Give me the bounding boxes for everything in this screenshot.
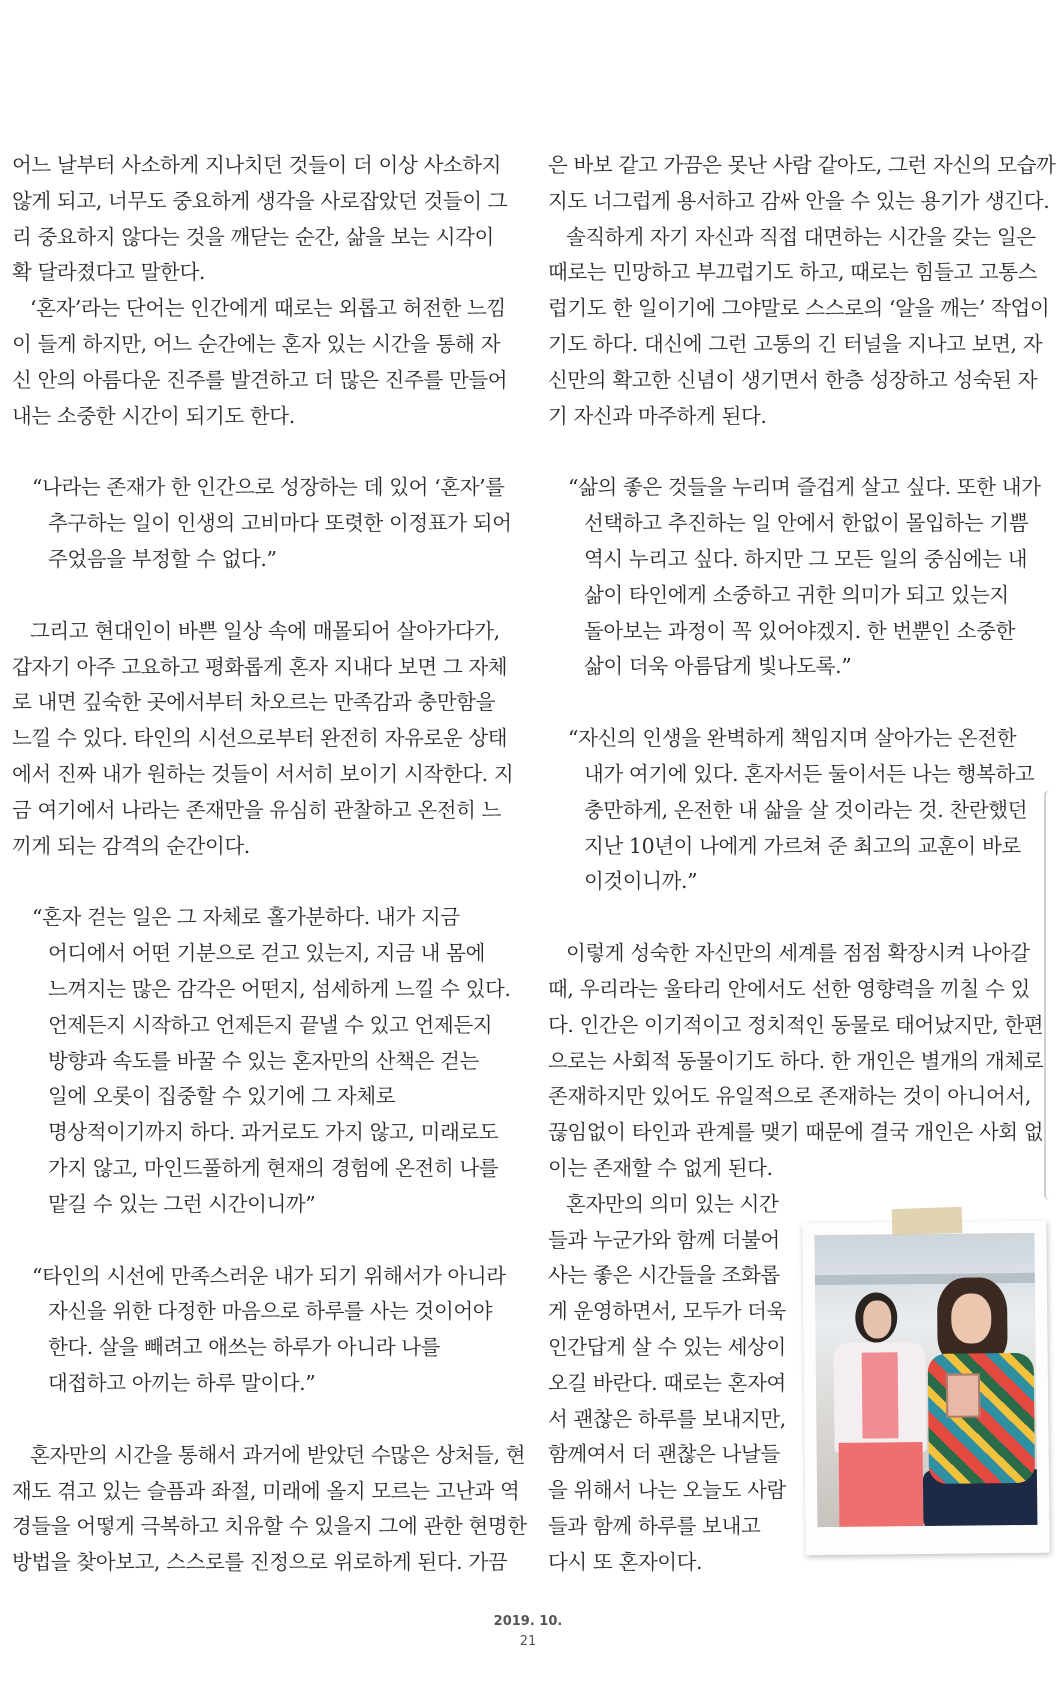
text-line: “삶의 좋은 것들을 누리며 즐겁게 살고 싶다. 또한 내가 bbox=[568, 475, 1041, 500]
paragraph bbox=[548, 220, 1050, 435]
text-line: 내가 여기에 있다. 혼자서든 둘이서든 나는 행복하고 bbox=[584, 761, 1035, 786]
text-line: “나라는 존재가 한 인간으로 성장하는 데 있어 ‘혼자’를 bbox=[32, 475, 505, 500]
text-line: “타인의 시선에 만족스러운 내가 되기 위해서가 아니라 bbox=[32, 1263, 506, 1288]
text-line: 재도 겪고 있는 슬픔과 좌절, 미래에 올지 모르는 고난과 역 bbox=[12, 1478, 520, 1503]
text-line: 신만의 확고한 신념이 생기면서 한층 성장하고 성숙된 자 bbox=[548, 367, 1038, 392]
text-line: 이는 존재할 수 없게 된다. bbox=[548, 1155, 773, 1180]
text-line: 어느 날부터 사소하게 지나치던 것들이 더 이상 사소하지 bbox=[12, 153, 502, 177]
text-line: 혼자만의 시간을 통해서 과거에 받았던 수많은 상처들, 현 bbox=[30, 1442, 526, 1467]
text-line: 지난 10년이 나에게 가르쳐 준 최고의 교훈이 바로 bbox=[584, 833, 1021, 858]
page-number: 21 bbox=[519, 1634, 537, 1649]
text-line: 로 내면 깊숙한 곳에서부터 차오르는 만족감과 충만함을 bbox=[12, 690, 495, 715]
paragraph bbox=[548, 936, 1044, 1187]
text-line: 어디에서 어떤 기분으로 걷고 있는지, 지금 내 몸에 bbox=[48, 941, 485, 966]
text-line: 삶이 타인에게 소중하고 귀한 의미가 되고 있는지 bbox=[584, 582, 1009, 607]
text-line: 추구하는 일이 인생의 고비마다 또렷한 이정표가 되어 bbox=[48, 511, 512, 536]
page-edge-tab bbox=[1044, 790, 1056, 1200]
text-line: 확 달라졌다고 말한다. bbox=[12, 260, 205, 285]
text-line: 명상적이기까지 하다. 과거로도 가지 않고, 미래로도 bbox=[48, 1120, 499, 1145]
text-line: 솔직하게 자기 자신과 직접 대면하는 시간을 갖는 일은 bbox=[566, 224, 1036, 249]
photo-two-women bbox=[814, 1233, 1037, 1527]
text-line: 사는 좋은 시간들을 조화롭 bbox=[548, 1263, 780, 1288]
text-line: 럽기도 한 일이기에 그야말로 스스로의 ‘알을 깨는’ 작업이 bbox=[548, 296, 1050, 321]
text-line: 선택하고 추진하는 일 안에서 한없이 몰입하는 기쁨 bbox=[584, 511, 1029, 536]
text-line: 다. 인간은 이기적이고 정치적인 동물로 태어났지만, 한편 bbox=[548, 1012, 1044, 1037]
text-line: 않게 되고, 너무도 중요하게 생각을 사로잡았던 것들이 그 bbox=[12, 188, 508, 213]
book-icon bbox=[946, 1373, 980, 1417]
text-line: 돌아보는 과정이 꼭 있어야겠지. 한 번뿐인 소중한 bbox=[584, 618, 1015, 643]
text-line: 자신을 위한 다정한 마음으로 하루를 사는 것이어야 bbox=[48, 1299, 493, 1324]
text-line: 주었음을 부정할 수 없다.” bbox=[48, 546, 277, 571]
text-line: 이것이니까.” bbox=[584, 869, 698, 894]
paragraph bbox=[548, 1187, 794, 1581]
text-line: 게 운영하면서, 모두가 더욱 bbox=[548, 1299, 786, 1324]
text-line: 맡길 수 있는 그런 시간이니까” bbox=[48, 1191, 316, 1216]
text-line: 한다. 살을 빼려고 애쓰는 하루가 아니라 나를 bbox=[48, 1335, 441, 1360]
text-line: 느낄 수 있다. 타인의 시선으로부터 완전히 자유로운 상태 bbox=[12, 726, 508, 751]
pull-quote bbox=[12, 1259, 506, 1402]
photo-frame bbox=[802, 1221, 1049, 1556]
text-line: 그리고 현대인이 바쁜 일상 속에 매몰되어 살아가다가, bbox=[30, 618, 500, 643]
text-line: 경들을 어떻게 극복하고 치유할 수 있을지 그에 관한 현명한 bbox=[12, 1514, 527, 1539]
text-line: 일에 오롯이 집중할 수 있기에 그 자체로 bbox=[48, 1084, 396, 1109]
text-line: 때, 우리라는 울타리 안에서도 선한 영향력을 끼칠 수 있 bbox=[548, 976, 1030, 1001]
text-line: 들과 함께 하루를 보내고 bbox=[548, 1513, 761, 1538]
paragraph bbox=[12, 1438, 527, 1581]
text-line: 존재하지만 있어도 유일적으로 존재하는 것이 아니어서, bbox=[548, 1084, 1031, 1109]
text-line: 내는 소중한 시간이 되기도 한다. bbox=[12, 403, 295, 428]
text-line: 역시 누리고 싶다. 하지만 그 모든 일의 중심에는 내 bbox=[584, 546, 1028, 571]
text-line: 언제든지 시작하고 언제든지 끝낼 수 있고 언제든지 bbox=[48, 1012, 493, 1037]
text-line: 삶이 더욱 아름답게 빛나도록.” bbox=[584, 654, 852, 679]
paragraph bbox=[12, 148, 508, 291]
pull-quote bbox=[548, 721, 1035, 900]
text-line: 이렇게 성숙한 자신만의 세계를 점점 확장시켜 나아갈 bbox=[566, 941, 1030, 966]
text-line: 지도 너그럽게 용서하고 감싸 안을 수 있는 용기가 생긴다. bbox=[548, 188, 1050, 213]
text-line: 오길 바란다. 때로는 혼자여 bbox=[548, 1370, 786, 1395]
text-line: “자신의 인생을 완벽하게 책임지며 살아가는 온전한 bbox=[568, 726, 1017, 751]
text-line: 다시 또 혼자이다. bbox=[548, 1549, 703, 1574]
text-line: 방법을 찾아보고, 스스로를 진정으로 위로하게 된다. 가끔 bbox=[12, 1550, 508, 1575]
issue-date: 2019. 10. bbox=[493, 1614, 563, 1629]
text-line: 은 바보 같고 가끔은 못난 사람 같아도, 그런 자신의 모습까 bbox=[548, 153, 1056, 177]
pull-quote bbox=[12, 900, 511, 1222]
text-line: 기도 하다. 대신에 그런 고통의 긴 터널을 지나고 보면, 자 bbox=[548, 331, 1043, 356]
text-line: 충만하게, 온전한 내 삶을 살 것이라는 것. 찬란했던 bbox=[584, 797, 1028, 822]
text-line: 금 여기에서 나라는 존재만을 유심히 관찰하고 온전히 느 bbox=[12, 797, 502, 822]
text-line: 가지 않고, 마인드풀하게 현재의 경험에 온전히 나를 bbox=[48, 1155, 499, 1180]
text-line: 함께여서 더 괜찮은 나날들 bbox=[548, 1442, 780, 1467]
text-line: 신 안의 아름다운 진주를 발견하고 더 많은 진주를 만들어 bbox=[12, 367, 508, 392]
paragraph bbox=[548, 148, 1056, 220]
left-column bbox=[12, 148, 527, 1581]
text-line: 때로는 민망하고 부끄럽기도 하고, 때로는 힘들고 고통스 bbox=[548, 260, 1038, 285]
text-line: 이 들게 하지만, 어느 순간에는 혼자 있는 시간을 통해 자 bbox=[12, 331, 501, 356]
text-line: 끊임없이 타인과 관계를 맺기 때문에 결국 개인은 사회 없 bbox=[548, 1120, 1044, 1145]
text-line: 끼게 되는 감격의 순간이다. bbox=[12, 833, 250, 858]
text-line: 으로는 사회적 동물이기도 하다. 한 개인은 별개의 개체로 bbox=[548, 1048, 1044, 1073]
pull-quote bbox=[12, 470, 512, 577]
text-line: ‘혼자’라는 단어는 인간에게 때로는 외롭고 허전한 느낌 bbox=[30, 296, 506, 321]
text-line: 리 중요하지 않다는 것을 깨닫는 순간, 삶을 보는 시각이 bbox=[12, 224, 494, 249]
text-line: 에서 진짜 내가 원하는 것들이 서서히 보이기 시작한다. 지 bbox=[12, 761, 514, 786]
text-line: 을 위해서 나는 오늘도 사람 bbox=[548, 1478, 786, 1503]
text-line: 방향과 속도를 바꿀 수 있는 혼자만의 산책은 걷는 bbox=[48, 1048, 479, 1073]
text-line: 들과 누군가와 함께 더불어 bbox=[548, 1227, 780, 1252]
paragraph bbox=[12, 614, 514, 865]
text-line: 서 괜찮은 하루를 보내지만, bbox=[548, 1406, 786, 1431]
photo-polaroid bbox=[804, 1222, 1056, 1570]
text-line: 혼자만의 의미 있는 시간 bbox=[566, 1191, 779, 1216]
paragraph bbox=[12, 291, 508, 434]
tape-decoration bbox=[892, 1207, 963, 1235]
text-line: 느껴지는 많은 감각은 어떤지, 섬세하게 느낄 수 있다. bbox=[48, 976, 511, 1001]
text-line: 인간답게 살 수 있는 세상이 bbox=[548, 1334, 786, 1359]
pull-quote bbox=[548, 470, 1041, 685]
text-line: “혼자 걷는 일은 그 자체로 홀가분하다. 내가 지금 bbox=[32, 905, 460, 930]
text-line: 대접하고 아끼는 하루 말이다.” bbox=[48, 1370, 316, 1395]
text-line: 갑자기 아주 고요하고 평화롭게 혼자 지내다 보면 그 자체 bbox=[12, 654, 508, 679]
text-line: 기 자신과 마주하게 된다. bbox=[548, 403, 767, 428]
